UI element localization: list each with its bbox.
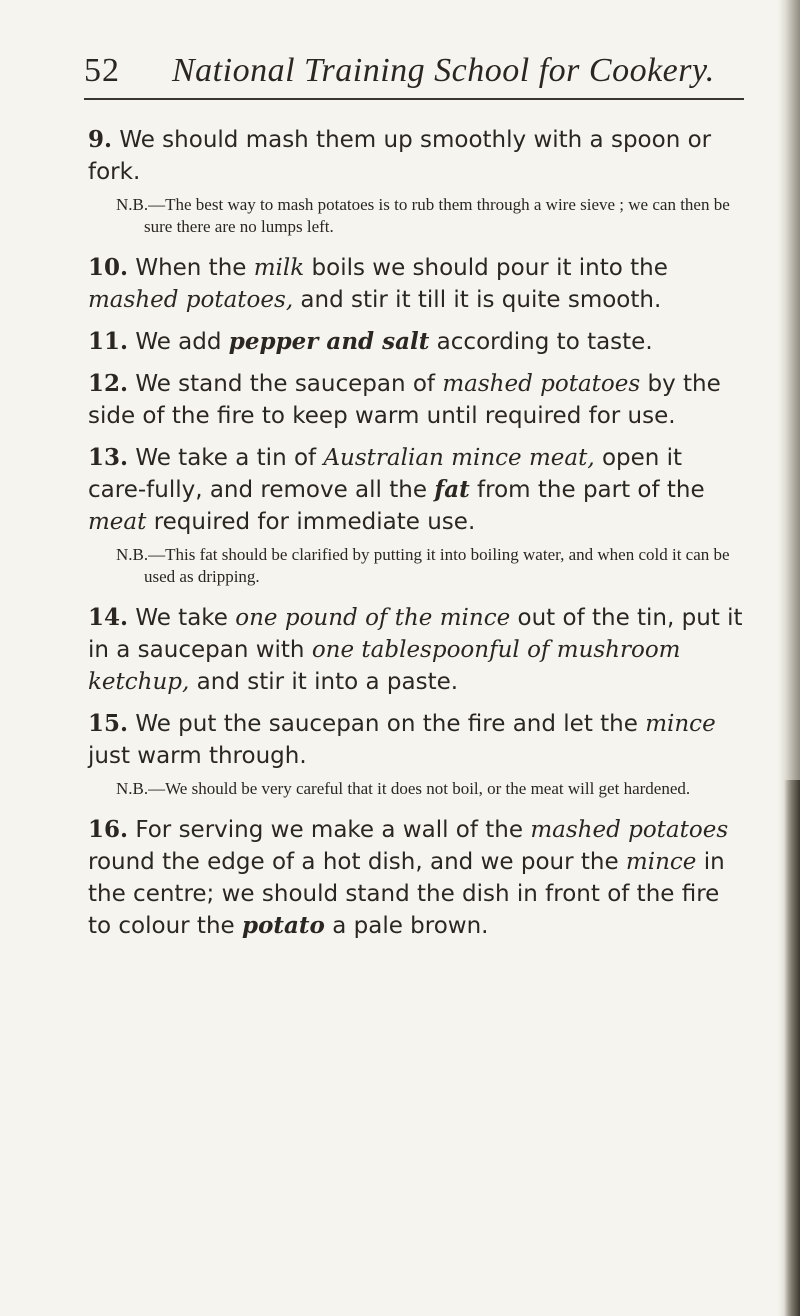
step-text: according to taste. <box>429 329 653 355</box>
note-label: N.B. <box>116 195 149 214</box>
step-text: from the part of the <box>469 477 705 503</box>
emphasis: meat <box>88 509 147 535</box>
step-text: boils we should pour it into the <box>304 255 668 281</box>
emphasis: mashed potatoes <box>442 371 641 397</box>
step-number: 16. <box>88 816 129 843</box>
step-number: 9. <box>88 126 113 153</box>
step-text: required for immediate use. <box>146 509 476 535</box>
step-text: round the edge of a hot dish, and we pour the <box>88 849 626 875</box>
step-text: We take <box>128 605 236 631</box>
step-number: 12. <box>88 370 129 397</box>
page-binding-shadow <box>784 780 800 1316</box>
note-text: —This fat should be clarified by putting it into boiling water, and when cold it can be used as dripping. <box>144 545 730 586</box>
step-9 <box>88 124 743 188</box>
step-11 <box>88 326 743 358</box>
emphasis: potato <box>241 912 325 939</box>
note-text: —We should be very careful that it does not boil, or the meat will get hardened. <box>148 779 691 798</box>
running-title: National Training School for Cookery. <box>172 52 715 89</box>
step-number: 15. <box>88 710 129 737</box>
page-number: 52 <box>84 52 120 89</box>
step-text: open it care-fully, and remove all the <box>88 445 683 503</box>
note-9 <box>116 194 743 238</box>
emphasis: fat <box>434 476 470 503</box>
note-text: —The best way to mash potatoes is to rub them through a wire sieve ; we can then be sure there are no lumps left. <box>144 195 730 236</box>
step-number: 10. <box>88 254 129 281</box>
emphasis: mashed potatoes <box>530 817 729 843</box>
step-text: For serving we make a wall of the <box>128 817 531 843</box>
note-label: N.B. <box>116 545 149 564</box>
step-number: 13. <box>88 444 129 471</box>
step-text: When the <box>128 255 254 281</box>
emphasis: pepper and salt <box>228 328 430 355</box>
recipe-steps <box>88 124 743 952</box>
step-number: 14. <box>88 604 129 631</box>
step-text: out of the tin, put it in a saucepan with <box>88 605 743 663</box>
step-text: and stir it into a paste. <box>189 669 459 695</box>
step-text: by the side of the fire to keep warm until required for use. <box>88 371 721 429</box>
note-15 <box>116 778 743 800</box>
step-16 <box>88 814 743 942</box>
emphasis: one pound of the mince <box>235 605 511 631</box>
step-text: and stir it till it is quite smooth. <box>293 287 662 313</box>
note-label: N.B. <box>116 779 149 798</box>
emphasis: one tablespoonful of mushroom ketchup, <box>88 637 681 695</box>
step-14 <box>88 602 743 698</box>
step-number: 11. <box>88 328 129 355</box>
step-text: We add <box>128 329 229 355</box>
step-text: We take a tin of <box>128 445 324 471</box>
note-13 <box>116 544 743 588</box>
emphasis: Australian mince meat, <box>323 445 595 471</box>
emphasis: mashed potatoes, <box>88 287 294 313</box>
step-text: just warm through. <box>88 743 307 769</box>
step-12 <box>88 368 743 432</box>
step-text: We stand the saucepan of <box>128 371 443 397</box>
emphasis: milk <box>253 255 305 281</box>
page-header <box>84 52 744 102</box>
emphasis: mince <box>645 711 716 737</box>
step-13 <box>88 442 743 538</box>
emphasis: mince <box>625 849 697 875</box>
header-rule <box>84 98 744 100</box>
step-15 <box>88 708 743 772</box>
step-text: We should mash them up smoothly with a spoon or fork. <box>88 127 712 185</box>
step-10 <box>88 252 743 316</box>
step-text: We put the saucepan on the fire and let the <box>128 711 646 737</box>
step-text: a pale brown. <box>324 913 489 939</box>
step-text: in the centre; we should stand the dish in front of the fire to colour the <box>88 849 725 939</box>
